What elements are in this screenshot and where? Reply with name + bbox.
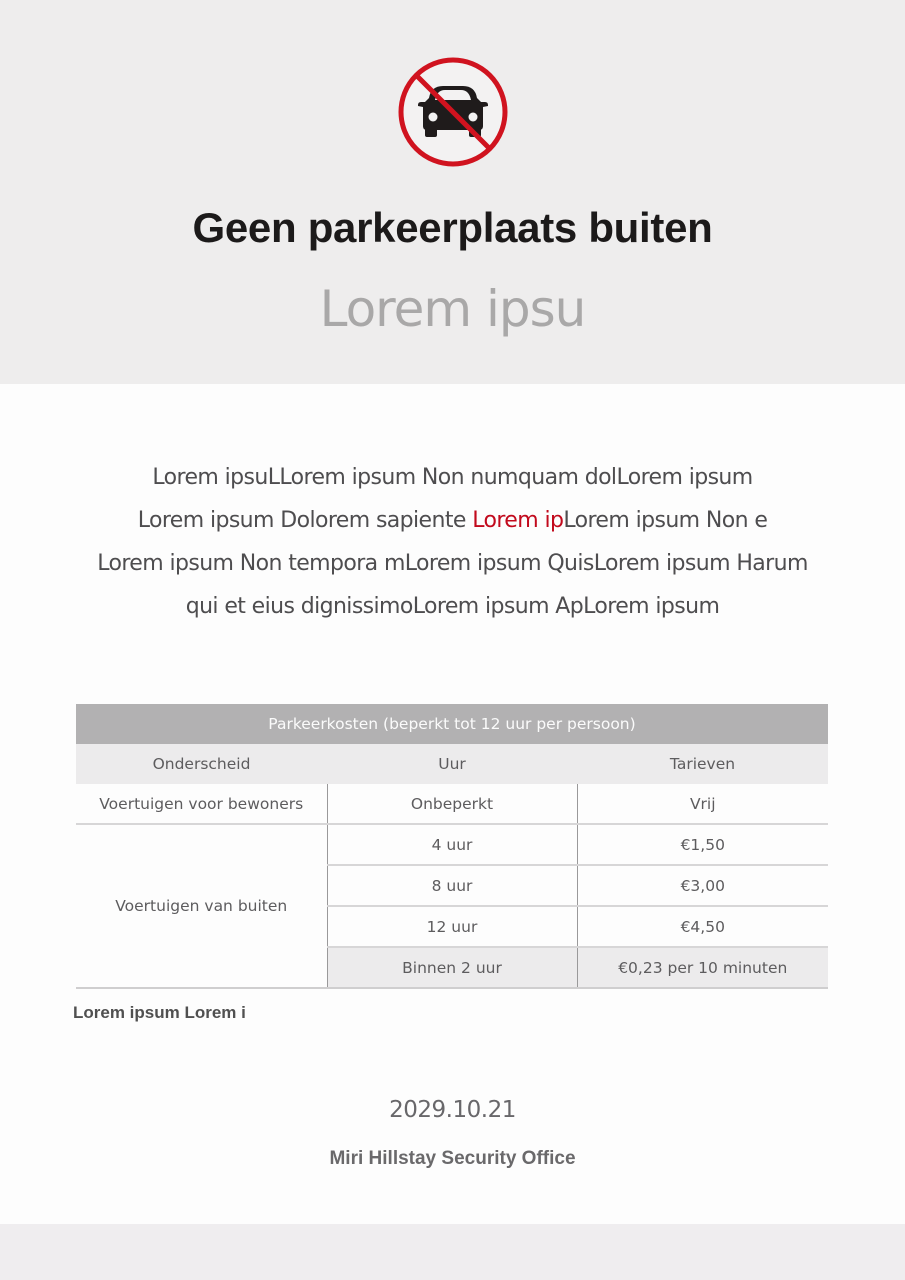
- table-cell-category: Voertuigen van buiten: [76, 824, 327, 988]
- paragraph-line: Lorem ipsum Non tempora mLorem ipsum QuisLorem ipsum Harum: [97, 551, 808, 576]
- paragraph-line: qui et eius dignissimoLorem ipsum ApLorem ipsum: [185, 594, 720, 619]
- table-cell-category: Voertuigen voor bewoners: [76, 784, 327, 824]
- highlighted-text: Lorem ip: [472, 508, 564, 533]
- paragraph-line: Lorem ipsuLLorem ipsum Non numquam dolLorem ipsum: [152, 465, 753, 490]
- notice-paragraph: [40, 456, 865, 628]
- notice-date: 2029.10.21: [389, 1097, 516, 1123]
- parking-fee-table: [76, 704, 828, 989]
- paragraph-line: [40, 499, 865, 542]
- table-cell-rate: €0,23 per 10 minuten: [577, 947, 828, 988]
- table-cell-hours: Binnen 2 uur: [327, 947, 577, 988]
- table-cell-hours: 8 uur: [327, 865, 577, 906]
- page-subtitle: Lorem ipsu: [319, 280, 586, 338]
- column-header: Uur: [327, 744, 577, 784]
- no-parking-car-icon: [397, 56, 509, 168]
- table-cell-rate: €4,50: [577, 906, 828, 947]
- footnote: Lorem ipsum Lorem i: [73, 1003, 246, 1022]
- column-header: Tarieven: [577, 744, 828, 784]
- table-cell-rate: €3,00: [577, 865, 828, 906]
- table-row: [76, 824, 828, 865]
- table-cell-hours: 4 uur: [327, 824, 577, 865]
- table-row: [76, 784, 828, 824]
- paragraph-text: Lorem ipsum Non e: [563, 508, 768, 533]
- column-header: Onderscheid: [76, 744, 327, 784]
- page-title: Geen parkeerplaats buiten: [192, 204, 713, 251]
- issuer-name: Miri Hillstay Security Office: [329, 1148, 576, 1169]
- paragraph-text: Lorem ipsum Dolorem sapiente: [137, 508, 473, 533]
- table-cell-hours: 12 uur: [327, 906, 577, 947]
- header-banner: [0, 0, 905, 384]
- table-cell-hours: Onbeperkt: [327, 784, 577, 824]
- footer-strip: [0, 1224, 905, 1280]
- table-caption: Parkeerkosten (beperkt tot 12 uur per persoon): [76, 704, 828, 744]
- table-cell-rate: €1,50: [577, 824, 828, 865]
- table-cell-rate: Vrij: [577, 784, 828, 824]
